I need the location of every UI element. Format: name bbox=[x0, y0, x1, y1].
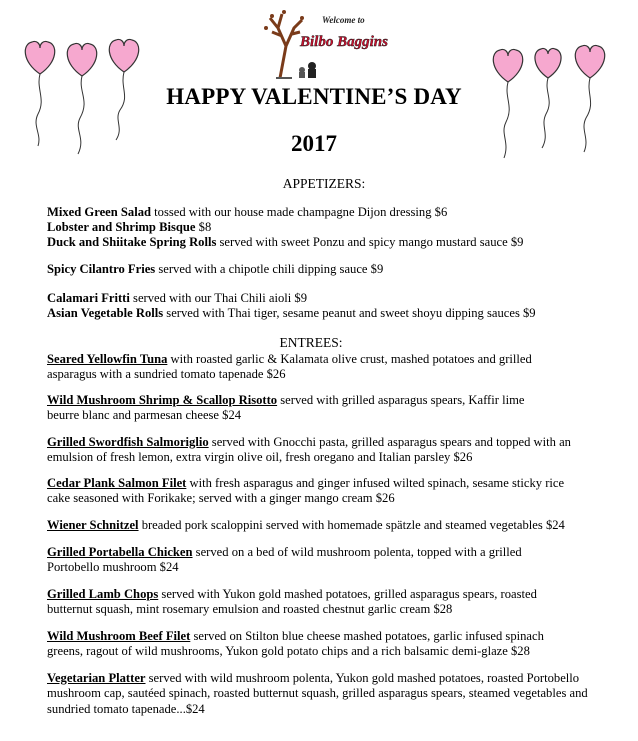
menu-item-desc: served with wild mushroom polenta, Yukon gold mashed potatoes, roasted Portobello mushroom cap, sautéed spinach, roasted butternut squash, grilled asparagus spears, steamed vegetables and sundried tomato tapenade...$24 bbox=[47, 671, 588, 716]
menu-item-name: Mixed Green Salad bbox=[47, 205, 152, 219]
menu-item-name: Wild Mushroom Beef Filet bbox=[47, 629, 191, 643]
menu-item bbox=[47, 262, 607, 277]
menu-item-desc: served on a bed of wild mushroom polenta, topped with a grilled Portobello mushroom $24 bbox=[47, 545, 522, 575]
menu-item-name: Grilled Portabella Chicken bbox=[47, 545, 193, 559]
menu-item bbox=[47, 291, 607, 306]
menu-item-desc: $8 bbox=[195, 220, 212, 234]
menu-item-desc: served with Thai tiger, sesame peanut and sweet shoyu dipping sauces $9 bbox=[163, 306, 536, 320]
menu-item bbox=[47, 476, 585, 507]
logo-name-text: Bilbo Baggins bbox=[300, 34, 388, 50]
menu-item-name: Vegetarian Platter bbox=[47, 671, 146, 685]
menu-item-name: Seared Yellowfin Tuna bbox=[47, 352, 168, 366]
menu-item-name: Grilled Lamb Chops bbox=[47, 587, 159, 601]
menu-item bbox=[47, 545, 547, 576]
menu-item-name: Spicy Cilantro Fries bbox=[47, 262, 156, 276]
menu-item bbox=[47, 671, 592, 717]
menu-item-desc: served with our Thai Chili aioli $9 bbox=[129, 291, 307, 305]
menu-item bbox=[47, 518, 607, 533]
menu-item bbox=[47, 205, 607, 220]
appetizers-heading: APPETIZERS: bbox=[282, 176, 366, 191]
menu-item-name: Cedar Plank Salmon Filet bbox=[47, 476, 187, 490]
menu-item bbox=[47, 306, 607, 321]
menu-item-desc: tossed with our house made champagne Dijon dressing $6 bbox=[151, 205, 448, 219]
menu-item-desc: served with a chipotle chili dipping sauce $9 bbox=[155, 262, 384, 276]
menu-item-name: Calamari Fritti bbox=[47, 291, 130, 305]
menu-item-desc: with fresh asparagus and ginger infused wilted spinach, sesame sticky rice cake seasoned with Forikake; served with a ginger mango cream $26 bbox=[47, 476, 565, 506]
logo-welcome-text: Welcome to bbox=[322, 15, 365, 25]
menu-item-desc: breaded pork scaloppini served with homemade spätzle and steamed vegetables $24 bbox=[138, 518, 565, 532]
menu-item-desc: with roasted garlic & Kalamata olive crust, mashed potatoes and grilled asparagus with a sundried tomato tapenade $26 bbox=[47, 352, 532, 382]
menu-item-desc: served with Gnocchi pasta, grilled asparagus spears and topped with an emulsion of fresh lemon, extra virgin olive oil, fresh oregano and Italian parsley $26 bbox=[47, 435, 571, 465]
menu-item bbox=[47, 587, 567, 618]
menu-item bbox=[47, 220, 607, 235]
menu-item-name: Lobster and Shrimp Bisque bbox=[47, 220, 196, 234]
menu-item-name: Asian Vegetable Rolls bbox=[47, 306, 164, 320]
bilbo-baggins-logo bbox=[262, 6, 388, 80]
menu-item bbox=[47, 629, 567, 660]
menu-item-desc: served on Stilton blue cheese mashed potatoes, garlic infused spinach greens, ragout of wild mushrooms, Yukon gold potato chips and a rich balsamic demi-glaze $28 bbox=[47, 629, 544, 659]
page-title: HAPPY VALENTINE’S DAY bbox=[166, 84, 462, 109]
menu-item-name: Grilled Swordfish Salmoriglio bbox=[47, 435, 209, 449]
menu-item bbox=[47, 352, 547, 383]
menu-item-desc: served with grilled asparagus spears, Kaffir lime beurre blanc and parmesan cheese $24 bbox=[47, 393, 525, 423]
entrees-heading: ENTREES: bbox=[279, 335, 343, 350]
menu-item bbox=[47, 393, 547, 424]
menu-item bbox=[47, 235, 607, 250]
menu-item-name: Duck and Shiitake Spring Rolls bbox=[47, 235, 217, 249]
menu-item-desc: served with Yukon gold mashed potatoes, grilled asparagus spears, roasted butternut squash, mint rosemary emulsion and roasted chestnut garlic cream $28 bbox=[47, 587, 537, 617]
menu-item-name: Wiener Schnitzel bbox=[47, 518, 139, 532]
menu-item-desc: served with sweet Ponzu and spicy mango mustard sauce $9 bbox=[216, 235, 524, 249]
menu-item bbox=[47, 435, 607, 466]
menu-item-name: Wild Mushroom Shrimp & Scallop Risotto bbox=[47, 393, 278, 407]
year-heading: 2017 bbox=[291, 131, 337, 156]
